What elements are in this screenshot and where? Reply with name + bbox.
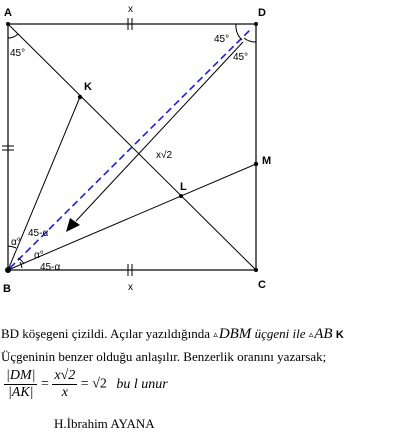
- point-m: [254, 162, 258, 166]
- point-b: [5, 267, 11, 273]
- label-side-top: x: [128, 4, 133, 15]
- point-a: [6, 22, 10, 26]
- arrow-line: [76, 42, 243, 221]
- fraction-dm: |DM|: [6, 368, 36, 383]
- label-d: D: [258, 7, 266, 19]
- triangle-symbol-2: ▵: [308, 329, 314, 339]
- angle-d-45-left: 45°: [214, 34, 230, 45]
- label-l: L: [180, 181, 187, 193]
- angle-d-45-right: 45°: [233, 52, 249, 63]
- author-name: H.İbrahim AYANA: [54, 416, 155, 431]
- fraction-ak: |AK|: [7, 385, 34, 400]
- point-k: [78, 95, 82, 99]
- explanation-line-1: [1, 326, 344, 343]
- point-l: [179, 194, 183, 198]
- equals-1: =: [40, 376, 49, 392]
- label-diagonal: x√2: [156, 150, 173, 161]
- ucgeni-ile-text: üçgeni ile: [251, 326, 309, 341]
- triangle-k-cut: K: [335, 329, 344, 341]
- arc-d-right: [244, 38, 256, 42]
- arc-a: [8, 34, 18, 38]
- equals-root2: = √2: [80, 376, 107, 392]
- label-a: A: [4, 7, 12, 19]
- angle-b-45-minus-alpha-lower: 45-α: [40, 262, 61, 273]
- fraction-x: x: [61, 385, 68, 400]
- angle-b-45-minus-alpha-upper: 45-α: [28, 228, 49, 239]
- fraction-x-root2: x√2: [54, 368, 76, 383]
- label-b: B: [3, 283, 11, 295]
- ratio-equation: [4, 368, 168, 401]
- point-c: [254, 268, 258, 272]
- label-m: M: [262, 155, 272, 167]
- triangle-dbm: DBM: [218, 326, 252, 342]
- label-side-bottom: x: [128, 282, 133, 293]
- triangle-ab: AB: [314, 326, 333, 342]
- label-c: C: [258, 279, 266, 291]
- fraction-x-root2-x: [52, 368, 77, 401]
- explanation-line-2: Üçgeninin benzer olduğu anlaşılır. Benzerlik oranını yazarsak;: [1, 349, 327, 364]
- angle-a-45: 45°: [10, 48, 26, 59]
- arrow-head: [66, 218, 80, 232]
- triangle-symbol-1: ▵: [213, 329, 218, 339]
- bulunur-text: bu l unur: [116, 376, 168, 392]
- line1-text: BD köşegeni çizildi. Açılar yazıldığında: [1, 326, 214, 341]
- angle-b-alpha-upper: α°: [11, 237, 21, 248]
- arc-d-left: [236, 24, 242, 40]
- point-d: [254, 22, 258, 26]
- fraction-dm-ak: [4, 368, 37, 401]
- label-k: K: [84, 81, 92, 93]
- angle-b-alpha-lower: α°: [34, 250, 44, 261]
